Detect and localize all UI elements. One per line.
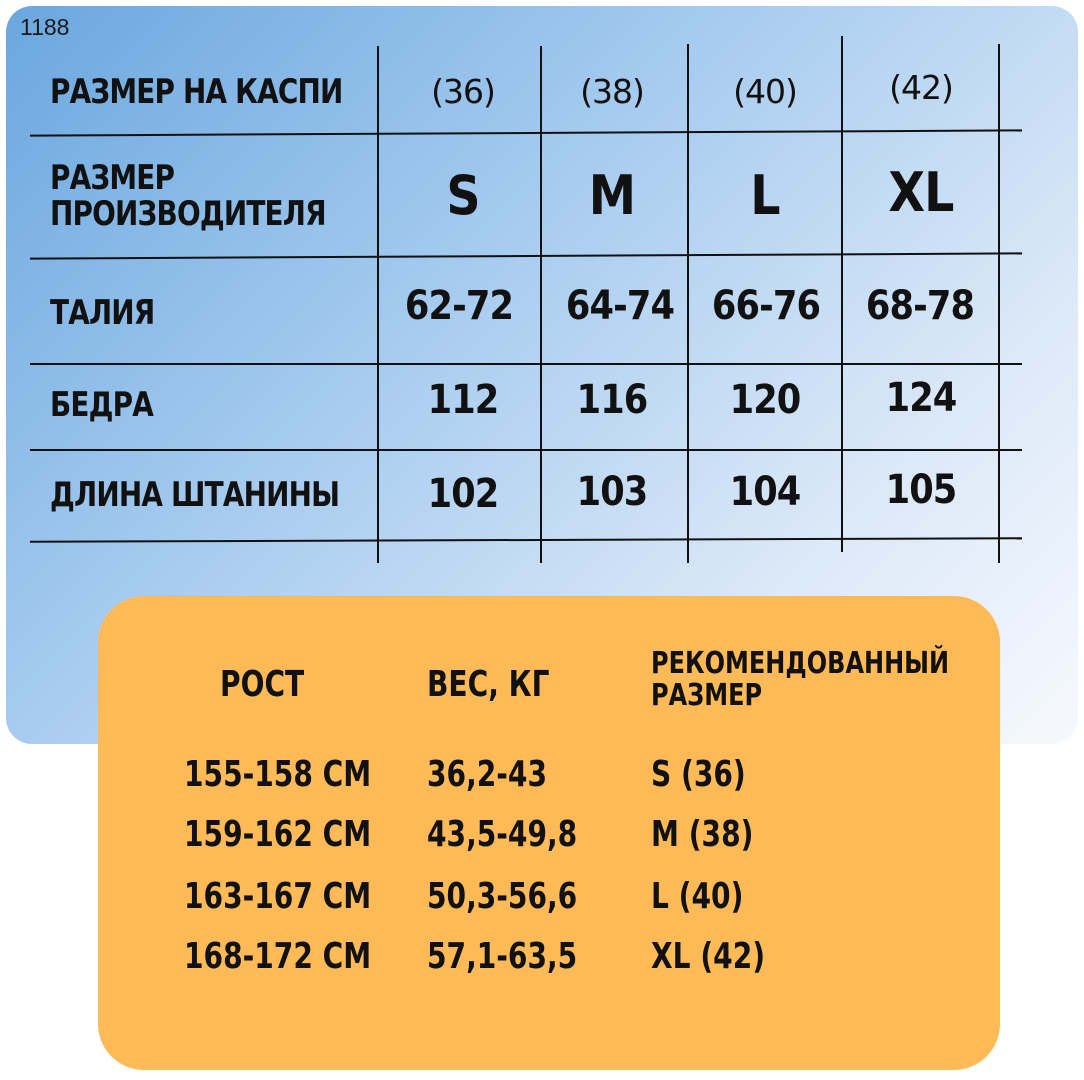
column-divider xyxy=(540,46,542,563)
leg-length-label: ДЛИНА ШТАНИНЫ xyxy=(50,475,340,516)
manufacturer-size-m: M xyxy=(588,163,636,227)
recommended-size-header xyxy=(651,648,949,713)
manufacturer-size-label-line2: ПРОИЗВОДИТЕЛЯ xyxy=(50,194,326,234)
waist-value: 64-74 xyxy=(565,283,675,329)
hips-label: БЕДРА xyxy=(50,385,154,426)
weight-value: 50,3-56,6 xyxy=(427,876,578,917)
height-value: 163-167 СМ xyxy=(184,876,372,917)
weight-value: 57,1-63,5 xyxy=(427,936,578,977)
recommended-size-header-line1: РЕКОМЕНДОВАННЫЙ xyxy=(651,646,950,681)
kaspi-size-42: (42) xyxy=(889,67,953,107)
weight-header: ВЕС, КГ xyxy=(427,664,550,705)
hips-value: 112 xyxy=(427,377,499,423)
weight-value: 43,5-49,8 xyxy=(427,814,578,855)
table-divider xyxy=(30,449,1022,451)
height-value: 159-162 СМ xyxy=(184,814,372,855)
manufacturer-size-label xyxy=(50,152,326,242)
kaspi-size-36: (36) xyxy=(431,71,495,111)
size-value: M (38) xyxy=(651,814,754,855)
height-value: 155-158 СМ xyxy=(184,754,372,795)
hips-value: 116 xyxy=(576,377,648,423)
manufacturer-size-l: L xyxy=(750,163,780,227)
column-divider xyxy=(377,46,379,563)
column-divider xyxy=(841,36,843,552)
manufacturer-size-xl: XL xyxy=(888,160,954,224)
size-value: S (36) xyxy=(651,754,746,795)
weight-value: 36,2-43 xyxy=(427,754,548,795)
size-value: XL (42) xyxy=(651,936,766,977)
manufacturer-size-s: S xyxy=(446,163,480,227)
table-divider xyxy=(30,363,1022,365)
height-value: 168-172 СМ xyxy=(184,936,372,977)
column-divider xyxy=(687,44,689,563)
recommended-size-header-line2: РАЗМЕР xyxy=(651,678,763,714)
product-code: 1188 xyxy=(20,14,70,40)
size-value: L (40) xyxy=(651,876,744,917)
manufacturer-size-label-line1: РАЗМЕР xyxy=(50,158,175,199)
waist-label: ТАЛИЯ xyxy=(50,293,155,334)
kaspi-size-label: РАЗМЕР НА КАСПИ xyxy=(50,72,343,113)
kaspi-size-38: (38) xyxy=(580,71,644,111)
waist-value: 62-72 xyxy=(404,283,514,329)
hips-value: 120 xyxy=(729,377,801,423)
leg-length-value: 102 xyxy=(427,471,499,517)
kaspi-size-40: (40) xyxy=(733,71,797,111)
leg-length-value: 103 xyxy=(576,469,648,515)
column-divider xyxy=(998,44,1000,563)
waist-value: 66-76 xyxy=(711,283,821,329)
waist-value: 68-78 xyxy=(865,283,975,329)
hips-value: 124 xyxy=(885,375,957,421)
leg-length-value: 104 xyxy=(729,469,801,515)
height-header: РОСТ xyxy=(220,664,305,705)
leg-length-value: 105 xyxy=(885,467,957,513)
